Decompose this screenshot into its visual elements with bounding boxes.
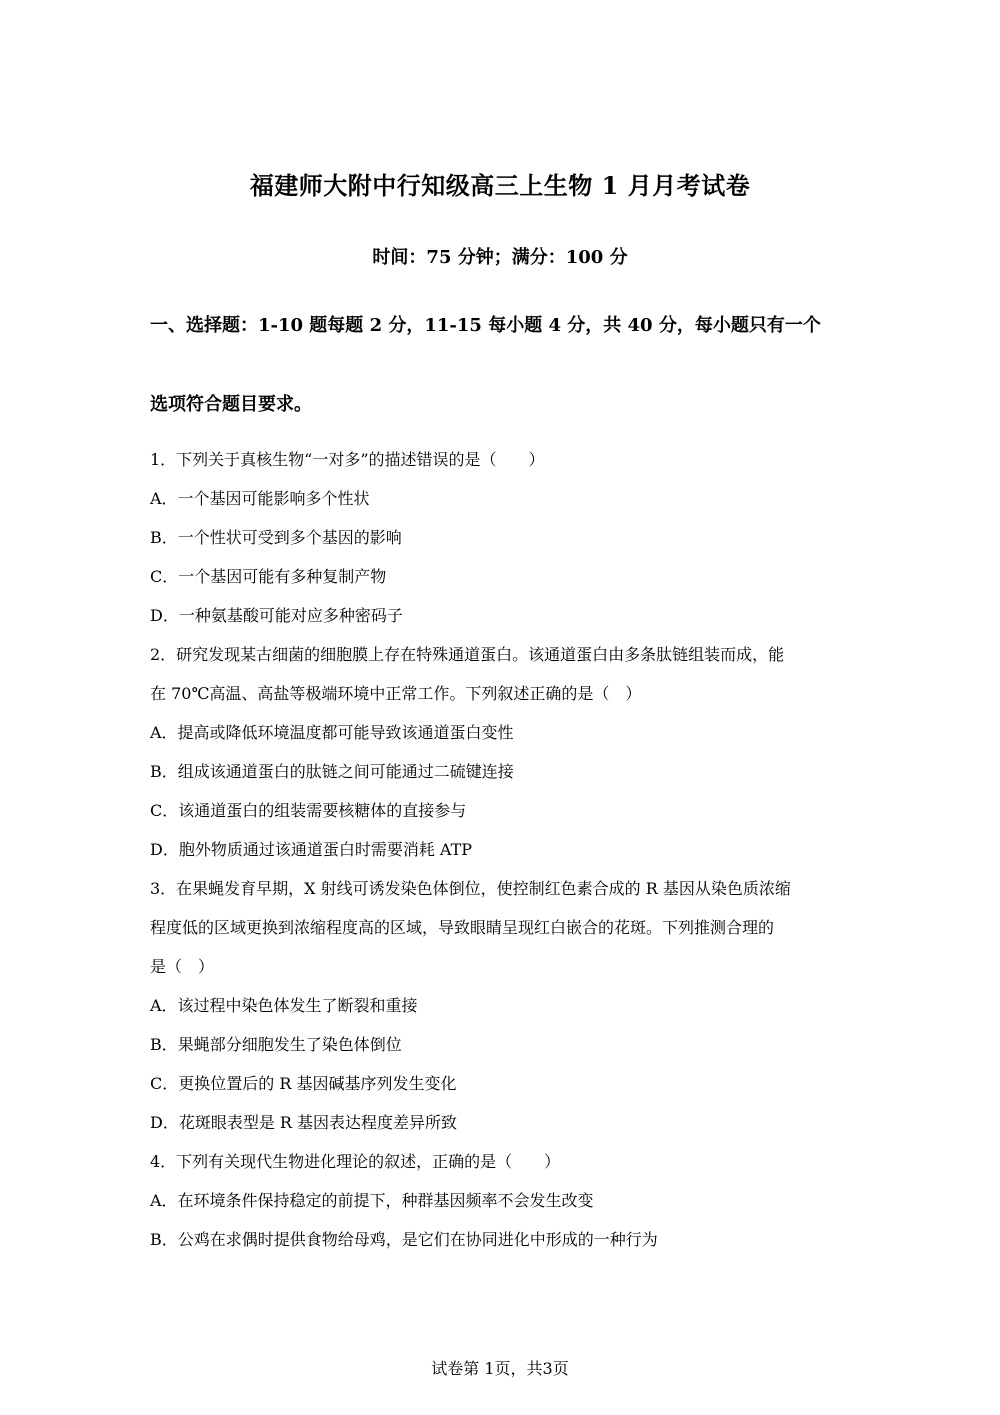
page-footer: 试卷第 1页，共3页 [431,1359,569,1378]
option-d: D．花斑眼表型是 R 基因表达程度差异所致 [150,1113,458,1132]
option-b: B．组成该通道蛋白的肽链之间可能通过二硫键连接 [150,762,514,781]
question-list [150,440,850,1259]
option-c: C．该通道蛋白的组装需要核糖体的直接参与 [150,801,467,820]
question-stem-line: 是（ ） [150,957,215,976]
option-d: D．一种氨基酸可能对应多种密码子 [150,606,403,625]
question-3 [150,869,850,1142]
exam-title: 福建师大附中行知级高三上生物 1 月月考试卷 [249,171,751,200]
option-a: A．提高或降低环境温度都可能导致该通道蛋白变性 [150,723,514,742]
question-stem-line: 程度低的区域更换到浓缩程度高的区域，导致眼睛呈现红白嵌合的花斑。下列推测合理的 [150,918,775,937]
option-b: B．公鸡在求偶时提供食物给母鸡，是它们在协同进化中形成的一种行为 [150,1230,658,1249]
option-a: A．一个基因可能影响多个性状 [150,489,370,508]
option-a: A．在环境条件保持稳定的前提下，种群基因频率不会发生改变 [150,1191,594,1210]
option-c: C．一个基因可能有多种复制产物 [150,567,387,586]
question-2 [150,635,850,869]
section-heading-line-1: 一、选择题：1-10 题每题 2 分，11-15 每小题 4 分，共 40 分，每小题只有一个 [150,315,821,336]
question-stem-line: 4．下列有关现代生物进化理论的叙述，正确的是（ ） [150,1152,561,1171]
question-stem-line: 1．下列关于真核生物“一对多”的描述错误的是（ ） [150,450,545,469]
question-1 [150,440,850,635]
question-4 [150,1142,850,1259]
exam-subtitle: 时间：75 分钟；满分：100 分 [372,247,628,268]
question-stem-line: 2．研究发现某古细菌的细胞膜上存在特殊通道蛋白。该通道蛋白由多条肽链组装而成，能 [150,645,785,664]
option-b: B．一个性状可受到多个基因的影响 [150,528,402,547]
option-a: A．该过程中染色体发生了断裂和重接 [150,996,418,1015]
question-stem-line: 在 70℃高温、高盐等极端环境中正常工作。下列叙述正确的是（ ） [150,684,642,703]
section-heading-line-2: 选项符合题目要求。 [150,394,312,415]
question-stem-line: 3．在果蝇发育早期，X 射线可诱发染色体倒位，使控制红色素合成的 R 基因从染色质浓缩 [150,879,791,898]
option-c: C．更换位置后的 R 基因碱基序列发生变化 [150,1074,457,1093]
option-b: B．果蝇部分细胞发生了染色体倒位 [150,1035,402,1054]
option-d: D．胞外物质通过该通道蛋白时需要消耗 ATP [150,840,473,859]
